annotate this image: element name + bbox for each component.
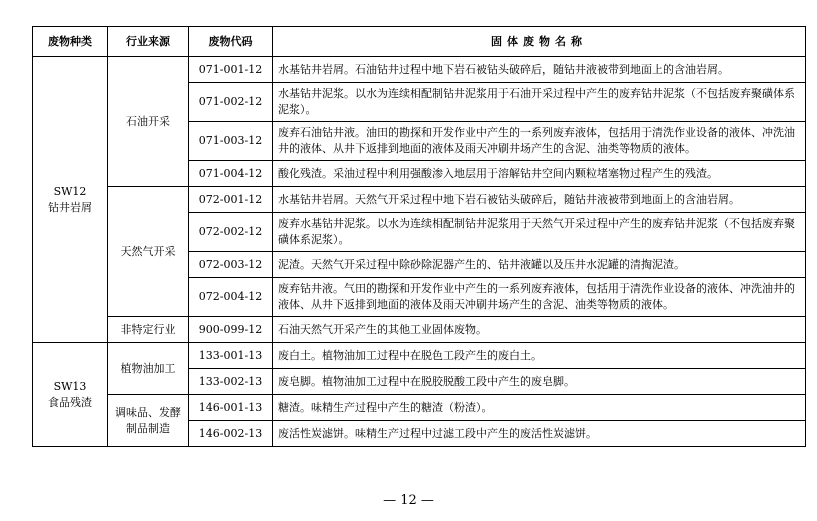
waste-name-cell: 糖渣。味精生产过程中产生的糖渣（粉渣）。 <box>273 395 806 421</box>
waste-name-cell: 废弃钻井液。气田的勘探和开发作业中产生的一系列废弃液体，包括用于清洗作业设备的液体、冲洗油井的液体、从井下返排到地面的液体及雨天冲刷井场产生的含泥、油类等物质的液体。 <box>273 278 806 317</box>
category-code: SW13 <box>53 379 87 393</box>
table-header-row <box>33 27 806 57</box>
waste-name-cell: 水基钻井泥浆。以水为连续相配制钻井泥浆用于石油开采过程中产生的废弃钻井泥浆（不包括废弃聚磺体系泥浆）。 <box>273 83 806 122</box>
waste-name-cell: 废弃水基钻井泥浆。以水为连续相配制钻井泥浆用于天然气开采过程中产生的废弃钻井泥浆（不包括废弃聚磺体系泥浆）。 <box>273 213 806 252</box>
waste-table <box>32 26 806 447</box>
waste-code-cell: 071-002-12 <box>189 83 273 122</box>
waste-code-cell: 133-001-13 <box>189 343 273 369</box>
header-code: 废物代码 <box>189 27 273 57</box>
waste-name-cell: 废活性炭滤饼。味精生产过程中过滤工段中产生的废活性炭滤饼。 <box>273 421 806 447</box>
table-row <box>33 317 806 343</box>
waste-name-cell: 水基钻井岩屑。石油钻井过程中地下岩石被钻头破碎后，随钻井液被带到地面上的含油岩屑。 <box>273 57 806 83</box>
industry-cell: 天然气开采 <box>108 187 189 317</box>
table-row <box>33 57 806 83</box>
waste-code-cell: 071-003-12 <box>189 122 273 161</box>
table-row <box>33 395 806 421</box>
table-row <box>33 187 806 213</box>
category-name: 钻井岩屑 <box>48 200 92 214</box>
waste-name-cell: 酸化残渣。采油过程中利用强酸渗入地层用于溶解钻井空间内颗粒堵塞物过程产生的残渣。 <box>273 161 806 187</box>
waste-code-cell: 072-003-12 <box>189 252 273 278</box>
category-name: 食品残渣 <box>48 395 92 409</box>
industry-cell: 植物油加工 <box>108 343 189 395</box>
waste-code-cell: 146-002-13 <box>189 421 273 447</box>
industry-cell: 调味品、发酵制品制造 <box>108 395 189 447</box>
waste-code-cell: 133-002-13 <box>189 369 273 395</box>
waste-code-cell: 900-099-12 <box>189 317 273 343</box>
category-cell <box>33 57 108 343</box>
waste-name-cell: 泥渣。天然气开采过程中除砂除泥器产生的、钻井液罐以及压井水泥罐的清掏泥渣。 <box>273 252 806 278</box>
waste-name-cell: 石油天然气开采产生的其他工业固体废物。 <box>273 317 806 343</box>
waste-code-cell: 072-004-12 <box>189 278 273 317</box>
waste-code-cell: 146-001-13 <box>189 395 273 421</box>
category-code: SW12 <box>53 184 87 198</box>
waste-code-cell: 071-004-12 <box>189 161 273 187</box>
header-name: 固体废物名称 <box>273 27 806 57</box>
page-number: — 12 — <box>383 493 434 508</box>
industry-cell: 石油开采 <box>108 57 189 187</box>
waste-name-cell: 废弃石油钻井液。油田的勘探和开发作业中产生的一系列废弃液体，包括用于清洗作业设备的液体、冲洗油井的液体、从井下返排到地面的液体及雨天冲刷井场产生的含泥、油类等物质的液体。 <box>273 122 806 161</box>
header-category: 废物种类 <box>33 27 108 57</box>
industry-cell: 非特定行业 <box>108 317 189 343</box>
header-industry: 行业来源 <box>108 27 189 57</box>
table-body <box>33 57 806 447</box>
table-row <box>33 343 806 369</box>
waste-code-cell: 072-002-12 <box>189 213 273 252</box>
waste-code-cell: 072-001-12 <box>189 187 273 213</box>
waste-name-cell: 废皂脚。植物油加工过程中在脱胶脱酸工段中产生的废皂脚。 <box>273 369 806 395</box>
waste-name-cell: 废白土。植物油加工过程中在脱色工段产生的废白土。 <box>273 343 806 369</box>
waste-code-cell: 071-001-12 <box>189 57 273 83</box>
waste-catalog <box>32 26 806 447</box>
waste-name-cell: 水基钻井岩屑。天然气开采过程中地下岩石被钻头破碎后，随钻井液被带到地面上的含油岩屑。 <box>273 187 806 213</box>
category-cell <box>33 343 108 447</box>
